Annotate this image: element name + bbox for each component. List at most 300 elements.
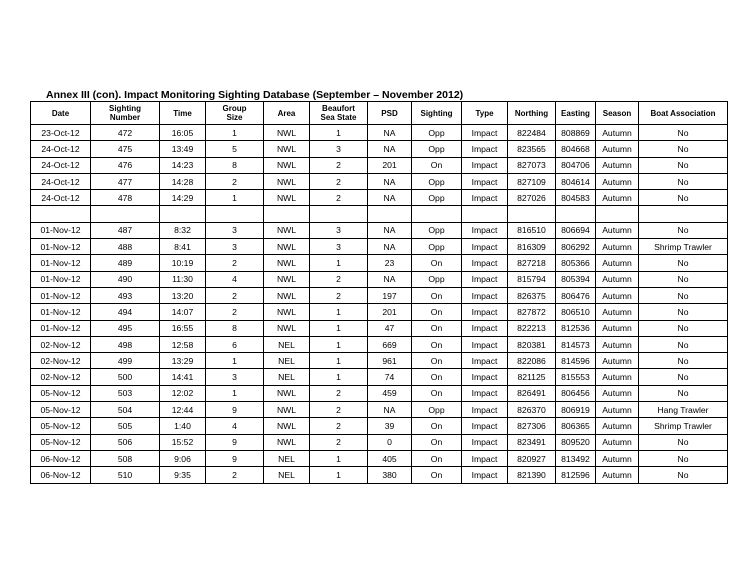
cell-sighting: On xyxy=(412,467,462,483)
cell-area: NWL xyxy=(264,320,310,336)
cell-northing: 815794 xyxy=(508,271,556,287)
cell-date: 05-Nov-12 xyxy=(31,385,91,401)
cell-easting: 806510 xyxy=(556,304,596,320)
cell-sighting-number: 498 xyxy=(91,336,160,352)
header-area: Area xyxy=(264,102,310,125)
empty-cell xyxy=(91,206,160,222)
cell-psd: 23 xyxy=(368,255,412,271)
cell-time: 12:02 xyxy=(160,385,206,401)
cell-boat-association: No xyxy=(639,304,728,320)
cell-psd: 39 xyxy=(368,418,412,434)
cell-sighting-number: 503 xyxy=(91,385,160,401)
cell-easting: 813492 xyxy=(556,450,596,466)
cell-area: NWL xyxy=(264,173,310,189)
cell-season: Autumn xyxy=(596,418,639,434)
cell-season: Autumn xyxy=(596,336,639,352)
cell-northing: 821125 xyxy=(508,369,556,385)
cell-boat-association: No xyxy=(639,434,728,450)
cell-date: 24-Oct-12 xyxy=(31,157,91,173)
cell-sighting-number: 506 xyxy=(91,434,160,450)
cell-psd: NA xyxy=(368,239,412,255)
cell-date: 06-Nov-12 xyxy=(31,467,91,483)
cell-group-size: 5 xyxy=(206,141,264,157)
cell-sighting: Opp xyxy=(412,402,462,418)
cell-sighting: Opp xyxy=(412,125,462,141)
header-sighting-number-line2: Number xyxy=(109,113,141,122)
cell-easting: 804583 xyxy=(556,190,596,206)
cell-date: 06-Nov-12 xyxy=(31,450,91,466)
empty-cell xyxy=(462,206,508,222)
cell-sighting: Opp xyxy=(412,271,462,287)
cell-sighting: On xyxy=(412,320,462,336)
cell-type: Impact xyxy=(462,418,508,434)
cell-beaufort: 3 xyxy=(310,239,368,255)
table-row xyxy=(31,173,728,189)
cell-group-size: 3 xyxy=(206,369,264,385)
cell-sighting: Opp xyxy=(412,173,462,189)
cell-boat-association: No xyxy=(639,125,728,141)
cell-area: NWL xyxy=(264,402,310,418)
cell-sighting: On xyxy=(412,434,462,450)
cell-boat-association: No xyxy=(639,467,728,483)
cell-boat-association: No xyxy=(639,320,728,336)
cell-type: Impact xyxy=(462,271,508,287)
cell-season: Autumn xyxy=(596,157,639,173)
cell-beaufort: 3 xyxy=(310,141,368,157)
cell-psd: NA xyxy=(368,402,412,418)
cell-time: 8:41 xyxy=(160,239,206,255)
cell-beaufort: 1 xyxy=(310,450,368,466)
cell-date: 01-Nov-12 xyxy=(31,320,91,336)
cell-sighting: On xyxy=(412,418,462,434)
cell-season: Autumn xyxy=(596,304,639,320)
cell-type: Impact xyxy=(462,434,508,450)
cell-type: Impact xyxy=(462,255,508,271)
cell-time: 16:05 xyxy=(160,125,206,141)
cell-time: 13:29 xyxy=(160,353,206,369)
cell-northing: 820927 xyxy=(508,450,556,466)
cell-sighting-number: 475 xyxy=(91,141,160,157)
cell-date: 01-Nov-12 xyxy=(31,222,91,238)
cell-area: NWL xyxy=(264,271,310,287)
cell-sighting-number: 495 xyxy=(91,320,160,336)
cell-boat-association: No xyxy=(639,385,728,401)
cell-type: Impact xyxy=(462,402,508,418)
cell-boat-association: No xyxy=(639,287,728,303)
cell-sighting: On xyxy=(412,353,462,369)
table-row xyxy=(31,467,728,483)
cell-area: NWL xyxy=(264,385,310,401)
cell-beaufort: 1 xyxy=(310,336,368,352)
cell-boat-association: Shrimp Trawler xyxy=(639,418,728,434)
cell-season: Autumn xyxy=(596,402,639,418)
cell-season: Autumn xyxy=(596,125,639,141)
cell-psd: NA xyxy=(368,125,412,141)
cell-time: 12:44 xyxy=(160,402,206,418)
cell-time: 11:30 xyxy=(160,271,206,287)
cell-sighting-number: 508 xyxy=(91,450,160,466)
cell-date: 01-Nov-12 xyxy=(31,255,91,271)
cell-sighting-number: 505 xyxy=(91,418,160,434)
cell-easting: 804668 xyxy=(556,141,596,157)
cell-psd: NA xyxy=(368,141,412,157)
cell-beaufort: 2 xyxy=(310,418,368,434)
empty-cell xyxy=(368,206,412,222)
cell-time: 12:58 xyxy=(160,336,206,352)
cell-season: Autumn xyxy=(596,434,639,450)
cell-sighting: On xyxy=(412,287,462,303)
table-row xyxy=(31,190,728,206)
cell-group-size: 1 xyxy=(206,125,264,141)
cell-time: 14:29 xyxy=(160,190,206,206)
cell-easting: 806365 xyxy=(556,418,596,434)
cell-date: 05-Nov-12 xyxy=(31,434,91,450)
cell-northing: 827218 xyxy=(508,255,556,271)
cell-season: Autumn xyxy=(596,173,639,189)
cell-easting: 804614 xyxy=(556,173,596,189)
cell-psd: 201 xyxy=(368,157,412,173)
cell-beaufort: 2 xyxy=(310,173,368,189)
header-row xyxy=(31,102,728,125)
cell-area: NWL xyxy=(264,157,310,173)
cell-northing: 822484 xyxy=(508,125,556,141)
cell-type: Impact xyxy=(462,125,508,141)
table-row xyxy=(31,450,728,466)
cell-boat-association: No xyxy=(639,271,728,287)
cell-easting: 806919 xyxy=(556,402,596,418)
cell-group-size: 8 xyxy=(206,157,264,173)
cell-sighting-number: 488 xyxy=(91,239,160,255)
cell-sighting: Opp xyxy=(412,239,462,255)
page-title: Annex III (con). Impact Monitoring Sighting Database (September – November 2012) xyxy=(46,89,464,101)
cell-time: 14:41 xyxy=(160,369,206,385)
cell-psd: NA xyxy=(368,173,412,189)
cell-sighting-number: 499 xyxy=(91,353,160,369)
cell-group-size: 6 xyxy=(206,336,264,352)
cell-group-size: 2 xyxy=(206,287,264,303)
cell-sighting-number: 494 xyxy=(91,304,160,320)
cell-type: Impact xyxy=(462,287,508,303)
table-row xyxy=(31,141,728,157)
cell-date: 01-Nov-12 xyxy=(31,287,91,303)
table-row xyxy=(31,255,728,271)
cell-group-size: 9 xyxy=(206,450,264,466)
cell-date: 01-Nov-12 xyxy=(31,239,91,255)
header-easting: Easting xyxy=(556,102,596,125)
header-season: Season xyxy=(596,102,639,125)
cell-sighting: Opp xyxy=(412,190,462,206)
header-group-size-line1: Group xyxy=(222,104,247,113)
cell-group-size: 2 xyxy=(206,304,264,320)
empty-cell xyxy=(596,206,639,222)
cell-boat-association: No xyxy=(639,141,728,157)
cell-northing: 827306 xyxy=(508,418,556,434)
table-row xyxy=(31,287,728,303)
cell-group-size: 2 xyxy=(206,467,264,483)
cell-type: Impact xyxy=(462,141,508,157)
empty-cell xyxy=(508,206,556,222)
cell-area: NEL xyxy=(264,450,310,466)
cell-area: NWL xyxy=(264,304,310,320)
cell-date: 02-Nov-12 xyxy=(31,336,91,352)
cell-area: NWL xyxy=(264,190,310,206)
header-time: Time xyxy=(160,102,206,125)
cell-season: Autumn xyxy=(596,369,639,385)
empty-cell xyxy=(310,206,368,222)
table-row xyxy=(31,418,728,434)
cell-northing: 822086 xyxy=(508,353,556,369)
cell-beaufort: 2 xyxy=(310,157,368,173)
cell-boat-association: No xyxy=(639,222,728,238)
cell-northing: 826375 xyxy=(508,287,556,303)
cell-date: 23-Oct-12 xyxy=(31,125,91,141)
cell-type: Impact xyxy=(462,222,508,238)
header-sighting-number xyxy=(91,102,160,125)
table-row xyxy=(31,320,728,336)
cell-sighting: On xyxy=(412,336,462,352)
cell-season: Autumn xyxy=(596,467,639,483)
cell-boat-association: No xyxy=(639,450,728,466)
cell-psd: 197 xyxy=(368,287,412,303)
cell-time: 16:55 xyxy=(160,320,206,336)
cell-sighting-number: 504 xyxy=(91,402,160,418)
cell-easting: 814573 xyxy=(556,336,596,352)
cell-boat-association: No xyxy=(639,157,728,173)
header-sighting: Sighting xyxy=(412,102,462,125)
table-row xyxy=(31,304,728,320)
empty-cell xyxy=(412,206,462,222)
table-row xyxy=(31,353,728,369)
cell-northing: 823565 xyxy=(508,141,556,157)
cell-area: NWL xyxy=(264,239,310,255)
cell-psd: 380 xyxy=(368,467,412,483)
cell-psd: 961 xyxy=(368,353,412,369)
cell-psd: 405 xyxy=(368,450,412,466)
header-sighting-number-line1: Sighting xyxy=(109,104,141,113)
cell-time: 9:35 xyxy=(160,467,206,483)
cell-northing: 821390 xyxy=(508,467,556,483)
cell-boat-association: No xyxy=(639,336,728,352)
table-row xyxy=(31,369,728,385)
cell-easting: 804706 xyxy=(556,157,596,173)
cell-area: NEL xyxy=(264,369,310,385)
cell-boat-association: No xyxy=(639,173,728,189)
cell-sighting: On xyxy=(412,304,462,320)
cell-sighting: On xyxy=(412,385,462,401)
cell-beaufort: 2 xyxy=(310,385,368,401)
cell-psd: NA xyxy=(368,271,412,287)
cell-type: Impact xyxy=(462,353,508,369)
cell-date: 24-Oct-12 xyxy=(31,141,91,157)
cell-date: 02-Nov-12 xyxy=(31,353,91,369)
cell-easting: 806456 xyxy=(556,385,596,401)
header-psd: PSD xyxy=(368,102,412,125)
cell-sighting: On xyxy=(412,157,462,173)
cell-psd: 47 xyxy=(368,320,412,336)
cell-northing: 820381 xyxy=(508,336,556,352)
cell-sighting: On xyxy=(412,369,462,385)
header-boat-association: Boat Association xyxy=(639,102,728,125)
table-row xyxy=(31,157,728,173)
cell-season: Autumn xyxy=(596,239,639,255)
cell-time: 14:07 xyxy=(160,304,206,320)
cell-easting: 808869 xyxy=(556,125,596,141)
cell-beaufort: 2 xyxy=(310,287,368,303)
table-body xyxy=(31,125,728,484)
cell-time: 14:23 xyxy=(160,157,206,173)
cell-easting: 814596 xyxy=(556,353,596,369)
cell-northing: 826370 xyxy=(508,402,556,418)
cell-type: Impact xyxy=(462,173,508,189)
empty-cell xyxy=(31,206,91,222)
cell-area: NWL xyxy=(264,141,310,157)
cell-group-size: 2 xyxy=(206,173,264,189)
cell-northing: 827872 xyxy=(508,304,556,320)
cell-easting: 805366 xyxy=(556,255,596,271)
cell-easting: 806694 xyxy=(556,222,596,238)
cell-season: Autumn xyxy=(596,385,639,401)
cell-type: Impact xyxy=(462,320,508,336)
cell-northing: 827073 xyxy=(508,157,556,173)
cell-group-size: 9 xyxy=(206,434,264,450)
cell-northing: 826491 xyxy=(508,385,556,401)
cell-psd: 669 xyxy=(368,336,412,352)
header-group-size xyxy=(206,102,264,125)
cell-northing: 822213 xyxy=(508,320,556,336)
cell-sighting: On xyxy=(412,255,462,271)
cell-type: Impact xyxy=(462,157,508,173)
cell-sighting-number: 493 xyxy=(91,287,160,303)
cell-boat-association: Hang Trawler xyxy=(639,402,728,418)
header-date: Date xyxy=(31,102,91,125)
cell-time: 9:06 xyxy=(160,450,206,466)
header-northing: Northing xyxy=(508,102,556,125)
cell-season: Autumn xyxy=(596,141,639,157)
cell-date: 01-Nov-12 xyxy=(31,271,91,287)
cell-time: 14:28 xyxy=(160,173,206,189)
cell-date: 01-Nov-12 xyxy=(31,304,91,320)
cell-time: 1:40 xyxy=(160,418,206,434)
cell-type: Impact xyxy=(462,369,508,385)
cell-northing: 827109 xyxy=(508,173,556,189)
cell-beaufort: 1 xyxy=(310,304,368,320)
empty-cell xyxy=(639,206,728,222)
cell-group-size: 2 xyxy=(206,255,264,271)
cell-season: Autumn xyxy=(596,190,639,206)
cell-sighting-number: 487 xyxy=(91,222,160,238)
cell-sighting: Opp xyxy=(412,141,462,157)
cell-season: Autumn xyxy=(596,271,639,287)
cell-boat-association: No xyxy=(639,353,728,369)
cell-beaufort: 2 xyxy=(310,190,368,206)
cell-psd: NA xyxy=(368,190,412,206)
cell-type: Impact xyxy=(462,304,508,320)
cell-psd: 74 xyxy=(368,369,412,385)
cell-psd: 201 xyxy=(368,304,412,320)
cell-beaufort: 3 xyxy=(310,222,368,238)
cell-sighting-number: 500 xyxy=(91,369,160,385)
table-row xyxy=(31,271,728,287)
table-row xyxy=(31,385,728,401)
cell-type: Impact xyxy=(462,190,508,206)
empty-cell xyxy=(160,206,206,222)
cell-type: Impact xyxy=(462,467,508,483)
cell-beaufort: 2 xyxy=(310,434,368,450)
table-row xyxy=(31,222,728,238)
cell-easting: 806292 xyxy=(556,239,596,255)
table-row xyxy=(31,125,728,141)
cell-date: 24-Oct-12 xyxy=(31,173,91,189)
cell-northing: 823491 xyxy=(508,434,556,450)
cell-easting: 815553 xyxy=(556,369,596,385)
cell-easting: 812596 xyxy=(556,467,596,483)
cell-date: 02-Nov-12 xyxy=(31,369,91,385)
cell-date: 24-Oct-12 xyxy=(31,190,91,206)
cell-sighting-number: 477 xyxy=(91,173,160,189)
cell-area: NEL xyxy=(264,353,310,369)
sighting-table xyxy=(30,101,728,484)
empty-cell xyxy=(556,206,596,222)
cell-area: NWL xyxy=(264,434,310,450)
cell-sighting-number: 489 xyxy=(91,255,160,271)
cell-beaufort: 1 xyxy=(310,255,368,271)
cell-time: 8:32 xyxy=(160,222,206,238)
cell-beaufort: 2 xyxy=(310,402,368,418)
cell-beaufort: 2 xyxy=(310,271,368,287)
cell-time: 13:49 xyxy=(160,141,206,157)
cell-time: 10:19 xyxy=(160,255,206,271)
cell-group-size: 1 xyxy=(206,385,264,401)
cell-time: 15:52 xyxy=(160,434,206,450)
cell-northing: 827026 xyxy=(508,190,556,206)
cell-psd: NA xyxy=(368,222,412,238)
header-type: Type xyxy=(462,102,508,125)
cell-group-size: 9 xyxy=(206,402,264,418)
cell-sighting: Opp xyxy=(412,222,462,238)
table-row xyxy=(31,336,728,352)
cell-beaufort: 1 xyxy=(310,320,368,336)
cell-sighting-number: 490 xyxy=(91,271,160,287)
cell-psd: 459 xyxy=(368,385,412,401)
cell-boat-association: No xyxy=(639,255,728,271)
header-beaufort-line2: Sea State xyxy=(320,113,357,122)
cell-area: NWL xyxy=(264,222,310,238)
cell-group-size: 4 xyxy=(206,418,264,434)
cell-easting: 806476 xyxy=(556,287,596,303)
cell-type: Impact xyxy=(462,385,508,401)
empty-cell xyxy=(206,206,264,222)
cell-type: Impact xyxy=(462,450,508,466)
cell-sighting-number: 478 xyxy=(91,190,160,206)
cell-area: NWL xyxy=(264,287,310,303)
cell-season: Autumn xyxy=(596,353,639,369)
spacer-row xyxy=(31,206,728,222)
cell-type: Impact xyxy=(462,239,508,255)
empty-cell xyxy=(264,206,310,222)
cell-group-size: 1 xyxy=(206,190,264,206)
cell-boat-association: Shrimp Trawler xyxy=(639,239,728,255)
cell-type: Impact xyxy=(462,336,508,352)
cell-boat-association: No xyxy=(639,190,728,206)
cell-group-size: 1 xyxy=(206,353,264,369)
cell-beaufort: 1 xyxy=(310,369,368,385)
cell-area: NEL xyxy=(264,336,310,352)
cell-beaufort: 1 xyxy=(310,353,368,369)
cell-area: NWL xyxy=(264,255,310,271)
cell-sighting-number: 476 xyxy=(91,157,160,173)
cell-sighting-number: 510 xyxy=(91,467,160,483)
cell-sighting-number: 472 xyxy=(91,125,160,141)
